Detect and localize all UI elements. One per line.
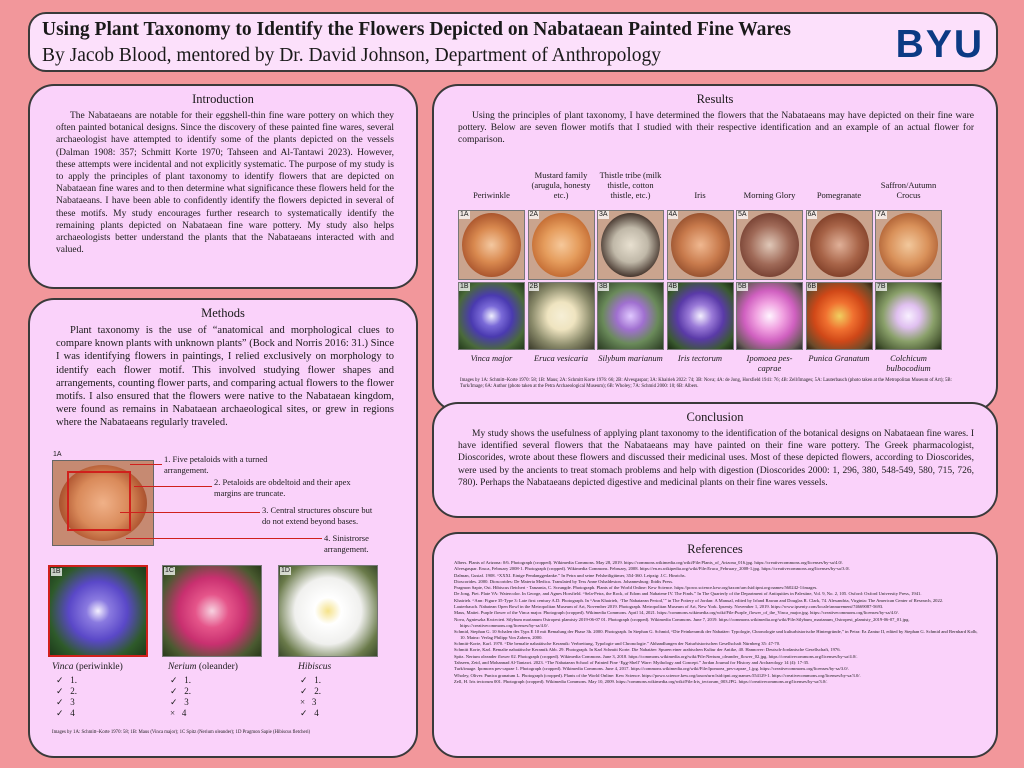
check-mark: ✓ — [300, 675, 308, 685]
latin-name: Colchicum bulbocodium — [886, 353, 931, 373]
pottery-plate — [810, 213, 869, 277]
check-item: 4 — [314, 708, 319, 718]
check-row — [170, 697, 191, 708]
latin-name: Vinca — [52, 662, 74, 672]
reference-item: Lauterbauch. Nabatean Open Bowl in the Metropolitan Museum of Art, November 2019. Photograph. Metropolitan Museum of Art, New York. Ipsenty. November 1, 2019. https://www.ipsenty.com/locale/annurement/74669087-5693. — [454, 604, 884, 610]
result-column-title: Morning Glory — [743, 190, 796, 200]
check-item: 1. — [314, 675, 322, 685]
check-item: 2. — [184, 686, 192, 696]
methods-text: Plant taxonomy is the use of “anatomical and morphological clues to compare known plants with unknown plants” (Bock and Norris 2016: 31.) Since I was identifying flowers in paintings, I relied exclusively on morphology to identify each flower motif. This involved studying flower shapes and arrangements, counting flower parts, and comparing actual flowers to the flower motifs. I also ensured that the flowers were native to the Nabataean kingdom, were found as remains in Nabataean archaeological sites, or grew in regions where the Nabataeans regularly traveled. — [56, 325, 394, 429]
latin-name: Eruca vesicaria — [533, 353, 589, 363]
reference-item: Maus, Mattei. Purple flower of the Vinca major. Photograph (cropped). Wikimedia Commons. April 14, 2021. https://commons.wikimedia.org/wiki/File:Purple_flower_of_the_Vinca_major.jpg. https://creativecommons.org/licenses/by-sa/4.0/. — [454, 610, 899, 616]
result-column-title: Iris — [694, 190, 706, 200]
methods-title: Methods — [201, 306, 245, 320]
pottery-plate — [740, 213, 799, 277]
reference-item: Dioscorides. 2000. Dioscorides: De Materia Medica. Translated by Tess Anne Osbaldeston. Johannesburg: Ibidis Press. — [454, 578, 674, 584]
check-row — [56, 686, 77, 697]
byu-logo: BYU — [895, 23, 984, 66]
photo-label: 1C — [165, 567, 174, 574]
nerium-photo — [162, 565, 262, 657]
nerium-checklist — [170, 675, 191, 719]
pottery-plate — [601, 213, 660, 277]
check-mark: × — [170, 708, 176, 718]
check-mark: ✓ — [170, 686, 178, 696]
image-label: 6B — [807, 283, 817, 290]
pottery-plate — [462, 213, 521, 277]
image-label: 7A — [877, 211, 886, 218]
vinca-name — [52, 662, 123, 672]
pottery-motif-image — [806, 210, 873, 280]
image-label: 2A — [529, 211, 539, 218]
check-mark: ✓ — [170, 697, 178, 707]
callout-2: 2. Petaloids are obdeltoid and their apex margins are truncate. — [214, 477, 364, 498]
check-mark: ✓ — [170, 675, 178, 685]
reference-item: Alvesgaspar. Eruca, February 2008-1. Photograph (cropped). Wikimedia Commons. February, 2008. https://en.m.wikipedia.org/wiki/File:Eruca_February_2008-1.jpg. https://creativecommons.org/licenses/by-sa/3.0/. — [454, 566, 851, 572]
check-row — [56, 675, 77, 686]
result-column-title: Pomegranate — [816, 190, 862, 200]
pottery-motif-image — [736, 210, 803, 280]
image-label: 3A — [599, 211, 608, 218]
latin-name: Ipomoea pes-caprae — [746, 353, 793, 373]
reference-item: Dalman, Gustaf. 1908. “XXXI. Einige Pendanggedanke.” In Petra und seine Felsheiligtümer, 354-360. Leipzig: J.C. Hinrichs. — [454, 572, 686, 578]
image-label: 1A — [460, 211, 469, 218]
pottery-motif-image — [667, 210, 734, 280]
check-item: 1. — [184, 675, 192, 685]
reference-item: Tahseen, Zeid, and Mohannad Al-Tantawi. 2023. “The Nabataean School of Painted Fine ‘Egg-Shell’ Ware: Mythology and Concept.” Jordan Journal for History and Archaeology 14 (4): 17-35. — [454, 659, 810, 665]
pottery-motif-image — [528, 210, 595, 280]
reference-item: Schmid, Stephan G. 10 Schalen des Typs E 10 mit Bemalung der Phase 3b. 2000. Photograph. In Stephan G. Schmid, “Die Feinkeramik der Nabatäer: Typologie, Chronologie und kulturhistorische Hintergründe,” in Petra: Ez Zantur II, edited by Stephan G. Schmid and Bernhard Kolb, 10. Mainz: Verlag Philipp Von Zabern, 2000. — [454, 628, 978, 640]
results-section — [432, 84, 998, 412]
pottery-motif-image — [458, 210, 525, 280]
flower-photo — [806, 282, 873, 350]
pottery-motif-image — [597, 210, 664, 280]
check-mark: ✓ — [56, 697, 64, 707]
image-label: 5A — [738, 211, 747, 218]
pottery-image-1a — [52, 451, 154, 546]
callout-1: 1. Five petaloids with a turned arrangement. — [164, 454, 294, 475]
callout-line — [134, 486, 212, 487]
figure-label: 1A — [53, 451, 62, 458]
check-row — [56, 697, 77, 708]
latin-name: Hibiscus — [298, 662, 332, 672]
introduction-section — [28, 84, 418, 289]
check-row — [300, 686, 321, 697]
callout-3: 3. Central structures obscure but do not extend beyond bases. — [262, 505, 382, 526]
image-label: 6A — [807, 211, 817, 218]
flower-photo — [667, 282, 734, 350]
reference-item: Schmitt Korte, Karl. Bemalte nabatäische Keramik Abb. 29. Photograph. In Karl Schmitt Korte. Die Nabatäer: Spuren einer arabischen Kultur der Antike, 40. Hannover: Deutsch-Jordanische Gesellschaft, 1976. — [454, 647, 841, 653]
photo-label: 1B — [52, 568, 61, 575]
latin-name: Silybum marianum — [598, 353, 663, 363]
results-text: Using the principles of plant taxonomy, I have determined the flowers that the Nabataeans may have depicted on their fine ware pottery. Below are seven flower motifs that I studied with their respective identification and an example of an actual flower for comparison. — [458, 111, 974, 146]
introduction-text: The Nabataeans are notable for their eggshell-thin fine ware pottery on which they often painted botanical designs. Since the discovery of these painted fine wares, several archaeologist have attempted to identify some of the plants depicted on the vessels (Dalman 1908: 357; Schmitt Korte 1970; Tahseen and Al-Tantawi 2023). However, these attempts were incidental and not explicitly systematic. The purpose of my study is to apply the principles of plant taxonomy to identify flowers that are depicted on Nabataean fine wares and to then determine what significance these flowers held for the Nabataeans. I have been able to confidently identify the flowers depicted in several of these motifs. My study encourages further research to systematically identify the remaining plants depicted on Nabataean fine ware pottery. My study also helps archaeologists better understand the plants that the Nabataeans interacted with and valued. — [56, 111, 394, 256]
vinca-photo — [48, 565, 148, 657]
result-column-title: Saffron/Autumn Crocus — [880, 180, 937, 200]
check-item: 2. — [314, 686, 322, 696]
latin-name: Vinca major — [470, 353, 513, 363]
check-row — [170, 708, 191, 719]
check-mark: ✓ — [56, 675, 64, 685]
check-item: 4 — [70, 708, 75, 718]
pottery-plate — [879, 213, 938, 277]
check-row — [300, 697, 321, 708]
conclusion-section — [432, 402, 998, 518]
reference-item: Spitz. Nerium oleander flower 02. Photograph (cropped). Wikimedia Commons. June 3, 2018. https://commons.wikimedia.org/wiki/File:Nerium_oleander_flower_02.jpg. https://creativecommons.org/licenses/by-sa/4.0/. — [454, 653, 858, 659]
check-mark: ✓ — [300, 686, 308, 696]
latin-name: Iris tectorum — [677, 353, 723, 363]
check-row — [56, 708, 77, 719]
image-label: 5B — [738, 283, 747, 290]
hibiscus-name — [298, 662, 331, 672]
common-name: (periwinkle) — [73, 662, 123, 672]
check-mark: ✓ — [56, 708, 64, 718]
check-item: 2. — [70, 686, 78, 696]
methods-image-credits: Images by 1A: Schmitt–Korte 1970: 58; 1B: Maus (Vinca major); 1C Spitz (Nerium oleander); 1D Pragmon Sapie (Hibiscus fletcheri) — [52, 730, 311, 735]
image-label: 3B — [599, 283, 608, 290]
reference-item: Wholey, Oliver. Punica granatum L. Photograph (cropped). Plants of the World Online: Kew Science. https://powo.science.kew.org/taxon/urn:lsid:ipni.org:names:554129-1. https://creativecommons.org/licenses/by-sa/3.0/. — [454, 672, 861, 678]
references-section — [432, 532, 998, 758]
pottery-plate — [671, 213, 730, 277]
references-title: References — [687, 542, 743, 556]
check-item: 3 — [184, 697, 189, 707]
image-label: 1B — [460, 283, 469, 290]
check-item: 3 — [311, 697, 317, 707]
result-column-title: Thistle tribe (milk thistle, cotton thistle, etc.) — [599, 170, 662, 200]
image-label: 2B — [529, 283, 539, 290]
conclusion-text: My study shows the usefulness of applying plant taxonomy to the identification of the botanical designs on Nabataean fine wares. I have identified several flowers that the Nabataeans may have painted on their fine ware pottery. The Greek pharmacologist, Dioscorides, wrote about these flowers and discussed their medicinal uses. Most of these depicted flowers, according to Dioscorides, were used by the ancients to treat stomach problems and help with digestion (Dioscorides 2000: 1, 296, 380, 548-549, 580, 715, 726, 780). Perhaps the Nabataeans depicted digestive and medicinal plants on their fine wares vessels. — [458, 429, 974, 488]
reference-item: Albers. Plants of Arizona: 0/6. Photograph (cropped). Wikimedia Commons. May 28, 2019. https://commons.wikimedia.org/wiki/File:Plants_of_Arizona_016.jpg. https://creativecommons.org/licenses/by-sa/4.0/. — [454, 560, 844, 565]
flower-photo — [528, 282, 595, 350]
flower-photo — [458, 282, 525, 350]
highlight-box — [67, 471, 131, 531]
check-mark: × — [300, 697, 306, 707]
check-row — [170, 675, 191, 686]
check-row — [300, 675, 321, 686]
image-label: 4B — [668, 283, 678, 290]
results-image-credits: Images by 1A: Schmitt–Korte 1970: 58; 1B: Maus; 2A: Schmitt Korte 1976: 66; 2B: Alvesgaspar; 3A: Khairieh 2022: 74; 3B: Nova; 4A: de Jong, Horsfield 1941: 76; 4B: Zell/Images; 5A: Lauterbauch (photo taken at the Metropolitan Museum of Art); 5B: Turk/Image; 6A: Author (photo taken at the Petra Archaeological Museum); 6B: Wholey; 7A: Schmid 2000: 10; 6B: Albers. — [460, 378, 952, 390]
references-list — [454, 560, 978, 685]
reference-item: Pragmon Sapie, Ost. Hibiscus fletcheri - Tanzania, C. Scrungde. Photograph. Plants of the World Online: Kew Science. https://powo.science.kew.org/taxon/urn:lsid:ipni.org:names:560242-1/images. — [454, 585, 818, 591]
callout-line — [120, 512, 260, 513]
latin-name: Nerium — [168, 662, 197, 672]
callout-4: 4. Sinistrorse arrangement. — [324, 533, 404, 554]
introduction-title: Introduction — [192, 92, 254, 106]
callout-line — [130, 464, 162, 465]
result-column-title: Periwinkle — [473, 190, 510, 200]
results-title: Results — [696, 92, 734, 106]
poster-header — [28, 12, 998, 72]
callout-line — [126, 538, 322, 539]
image-label: 7B — [877, 283, 886, 290]
check-item: 1. — [70, 675, 78, 685]
flower-photo — [736, 282, 803, 350]
reference-item: Zell, H. Iris tectorum 001. Photograph (cropped). Wikimedia Commons. May 10, 2009. https://commons.wikimedia.org/wiki/File:Iris_tectorum_003.JPG. https://creativecommons.org/licenses/by-sa/3.0/. — [454, 678, 828, 684]
vinca-checklist — [56, 675, 77, 719]
flower-photo — [597, 282, 664, 350]
check-mark: ✓ — [56, 686, 64, 696]
poster-byline: By Jacob Blood, mentored by Dr. David Johnson, Department of Anthropology — [42, 45, 662, 66]
common-name: (oleander) — [196, 662, 238, 672]
flower-photo — [875, 282, 942, 350]
check-item: 4 — [181, 708, 187, 718]
methods-section — [28, 298, 418, 758]
hibiscus-photo — [278, 565, 378, 657]
check-item: 3 — [70, 697, 75, 707]
image-label: 4A — [668, 211, 678, 218]
pottery-plate — [532, 213, 591, 277]
check-row — [300, 708, 321, 719]
reference-item: Schmitt-Korte, Karl. 1970. “Die bemalte nabatäische Keramik: Verbreitung, Typologie und Chronologie.” Abhandlungen der Naturhistorischen Gesellschaft Nürnberg 35: 47-70. — [454, 641, 781, 647]
result-column-title: Mustard family (arugula, honesty etc.) — [531, 170, 591, 200]
check-mark: ✓ — [300, 708, 308, 718]
conclusion-title: Conclusion — [686, 410, 744, 424]
reference-item: De Jong, Piet. Plate VA: Watercolor. In George, and Agnes Horsfield. “Sela-Petra, the Rock, of Edom and Nabatene IV. The Finds.” In The Quarterly of the Department of Antiquities in Palestine, Vol. 9, No. 2, 105. Oxford: Oxford University Press, 1941. — [454, 591, 922, 597]
photo-label: 1D — [281, 567, 290, 574]
nerium-name — [168, 662, 238, 672]
hibiscus-checklist — [300, 675, 321, 719]
reference-item: Nova, Agnieszka Kwiecień. Silybum marianum Ostropest plamisty 2019-06-07 01. Photograph (cropped). Wikimedia Commons. June 7, 2019. https://commons.wikimedia.org/wiki/File:Silybum_marianum_Ostropest_plamisty_2019-06-07_01.jpg. https://creativecommons.org/licenses/by-sa/4.0/. — [454, 616, 910, 628]
pottery-motif-image — [875, 210, 942, 280]
reference-item: Khairieh. “Ann: Figure 35-Type 3: Late first century A.D. Photograph. In “Ann Khairieh, ‘The Nabataean Period,’” in The Pottery of Jordan: A Manual, edited by Irfand Rawan and Douglas R. Clark, 74. Alexandria, Virginia: The American Center of Research, 2022. — [454, 597, 944, 603]
reference-item: Turk/image. Ipomoea pes-caprae 1. Photograph (cropped). Wikimedia Commons. June 4, 2017. https://commons.wikimedia.org/wiki/File:Ipomoea_pes-caprae_1.jpg. https://creativecommons.org/licenses/by-sa/3.0/. — [454, 666, 850, 672]
check-row — [170, 686, 191, 697]
poster-title: Using Plant Taxonomy to Identify the Flowers Depicted on Nabataean Painted Fine Wares — [42, 19, 791, 40]
latin-name: Punica Granatum — [808, 353, 870, 363]
